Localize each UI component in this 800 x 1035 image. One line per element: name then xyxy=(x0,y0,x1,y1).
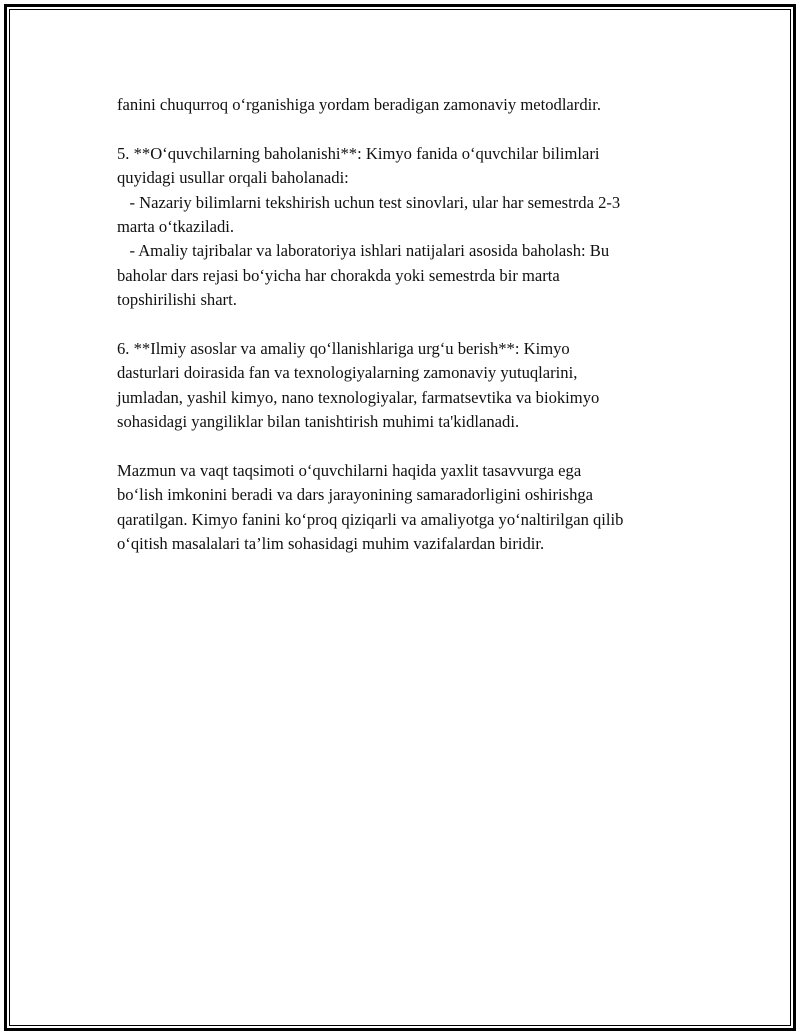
text-line: jumladan, yashil kimyo, nano texnologiyalar, farmatsevtika va biokimyo xyxy=(117,387,600,407)
document-body xyxy=(117,93,697,581)
text-line: quyidagi usullar orqali baholanadi: xyxy=(117,168,349,188)
text-line: Mazmun va vaqt taqsimoti o‘quvchilarni haqida yaxlit tasavvurga ega xyxy=(117,461,582,481)
text-line: 6. **Ilmiy asoslar va amaliy qo‘llanishlariga urg‘u berish**: Kimyo xyxy=(117,339,570,359)
text-line: fanini chuqurroq o‘rganishiga yordam beradigan zamonaviy metodlardir. xyxy=(117,95,601,114)
text-line: marta o‘tkaziladi. xyxy=(117,217,235,237)
text-line: dasturlari doirasida fan va texnologiyalarning zamonaviy yutuqlarini, xyxy=(117,363,578,383)
text-line: baholar dars rejasi bo‘yicha har chorakda yoki semestrda bir marta xyxy=(117,265,560,285)
text-line: sohasidagi yangiliklar bilan tanishtirish muhimi ta'kidlanadi. xyxy=(117,412,520,432)
text-line: bo‘lish imkonini beradi va dars jarayonining samaradorligini oshirishga xyxy=(117,485,594,505)
paragraph-conclusion xyxy=(117,459,697,557)
text-line: 5. **O‘quvchilarning baholanishi**: Kimyo fanida o‘quvchilar bilimlari xyxy=(117,143,600,163)
paragraph-continuation xyxy=(117,93,697,117)
text-line: - Amaliy tajribalar va laboratoriya ishlari natijalari asosida baholash: Bu xyxy=(117,241,610,261)
text-line: - Nazariy bilimlarni tekshirish uchun test sinovlari, ular har semestrda 2-3 xyxy=(117,192,621,212)
paragraph-item-5 xyxy=(117,142,697,313)
text-line: o‘qitish masalalari ta’lim sohasidagi muhim vazifalardan biridir. xyxy=(117,534,545,554)
text-line: topshirilishi shart. xyxy=(117,290,237,310)
text-line: qaratilgan. Kimyo fanini ko‘proq qiziqarli va amaliyotga yo‘naltirilgan qilib xyxy=(117,509,624,529)
paragraph-item-6 xyxy=(117,337,697,435)
